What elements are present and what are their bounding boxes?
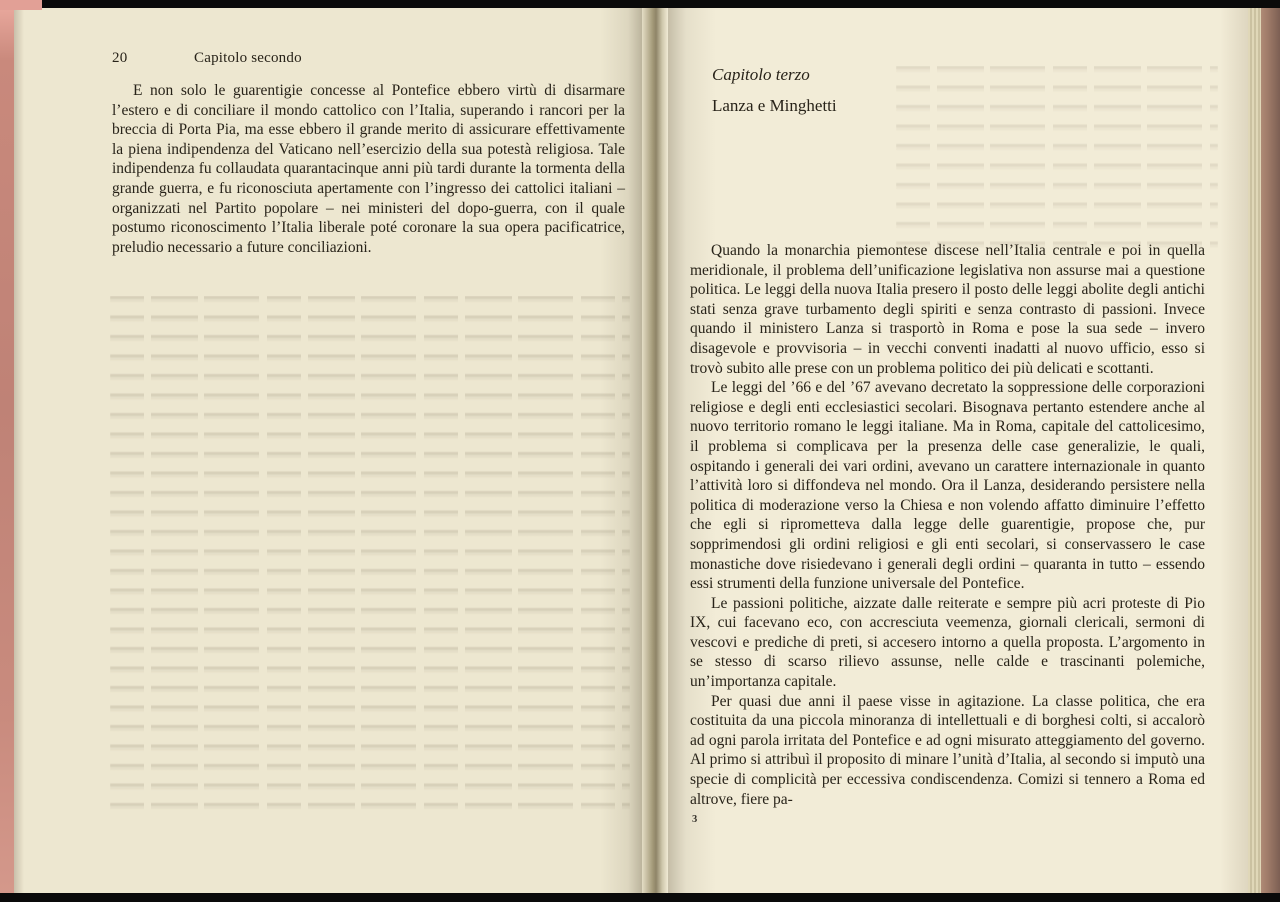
bleedthrough-text xyxy=(110,296,630,816)
book-gutter xyxy=(642,8,668,893)
right-page-body xyxy=(690,241,1205,809)
paragraph: Quando la monarchia piemontese discese nell’Italia centrale e poi in quella meridionale, il problema dell’unificazione legislativa non assurse mai a questione politica. Le leggi della nuova Italia presero il posto delle leggi abolite degli antichi stati senza grave turbamento degli spiriti e senza contrasto di passioni. Invece quando il ministero Lanza si trasportò in Roma e pose la sua sede – invero disagevole e provvisoria – in vecchi conventi inadatti al nuovo ufficio, esso si trovò subito alle prese con un problema politico dei più delicati e scottanti. xyxy=(690,242,1205,377)
book-spread xyxy=(0,8,1280,893)
chapter-heading xyxy=(712,62,1248,119)
chapter-label: Capitolo terzo xyxy=(712,65,810,84)
right-page xyxy=(668,8,1248,893)
paragraph: E non solo le guarentigie concesse al Pontefice ebbero virtù di disarmare l’estero e di conciliare il mondo cattolico con l’Italia, superando i rancori per la breccia di Porta Pia, ma esse ebbero il grande merito di assicurare effettivamente la piena indipendenza del Vaticano nell’esercizio della sua potestà religiosa. Tale indipendenza fu collaudata quarantacinque anni più tardi durante la tormenta della grande guerra, e fu riconosciuta apertamente con l’ingresso dei cattolici italiani – organizzati nel Partito popolare – nei ministeri del dopo-guerra, con il quale postumo riconoscimento l’Italia liberale poté coronare la sua opera pacificatrice, preludio necessario a future conciliazioni. xyxy=(112,82,625,256)
paragraph: Le passioni politiche, aizzate dalle reiterate e sempre più acri proteste di Pio IX, cui facevano eco, con accresciuta veemenza, giornali clericali, sermoni di vescovi e prediche di preti, si accesero intorno a quella proposta. L’argomento in se stesso di scarso rilievo assunse, nelle calde e trascinanti polemiche, un’importanza capitale. xyxy=(690,594,1205,691)
cover-corner xyxy=(0,0,42,10)
page-edges xyxy=(1248,8,1280,893)
cover-edge-left xyxy=(0,8,14,893)
scan-top-border xyxy=(0,0,1280,8)
scan-bottom-border xyxy=(0,893,1280,902)
left-page-body xyxy=(112,81,625,257)
paragraph: Le leggi del ’66 e del ’67 avevano decretato la soppressione delle corporazioni religiose e degli enti ecclesiastici secolari. Bisognava pertanto estendere anche al nuovo territorio romano le leggi italiane. Ma in Roma, capitale del cattolicesimo, il problema si complicava per la presenza delle case generalizie, le quali, ospitando i generali dei vari ordini, avevano un carattere internazionale in quanto l’attività loro si diffondeva nel mondo. Ora il Lanza, desiderando persistere nella politica di moderazione verso la Chiesa e non volendo affatto diminuire l’effetto che egli si riprometteva dalla legge delle guarentigie, propose che, pur sopprimendosi gli ordini religiosi e gli enti secolari, si conservassero le case monastiche dove risiedevano i generali degli ordini – quaranta in tutto – essendo essi strumenti della funzione universale del Pontefice. xyxy=(690,379,1205,593)
page-number: 20 xyxy=(112,50,128,66)
left-page-running-head xyxy=(14,8,642,67)
signature-mark: 3 xyxy=(692,814,698,825)
paragraph: Per quasi due anni il paese visse in agitazione. La classe politica, che era costituita da una piccola minoranza di intellettuali e di borghesi colti, si accalorò ad ogni parola irritata del Pontefice e ad ogni misurato atteggiamento del governo. Al primo si attribuì il proposito di minare l’unità d’Italia, al secondo si imputò una specie di complicità per eccessiva condiscendenza. Comizi si tennero a Roma ed altrove, fiere pa- xyxy=(690,692,1205,808)
chapter-title: Lanza e Minghetti xyxy=(712,96,837,115)
running-header: Capitolo secondo xyxy=(194,50,302,66)
left-page xyxy=(14,8,642,893)
